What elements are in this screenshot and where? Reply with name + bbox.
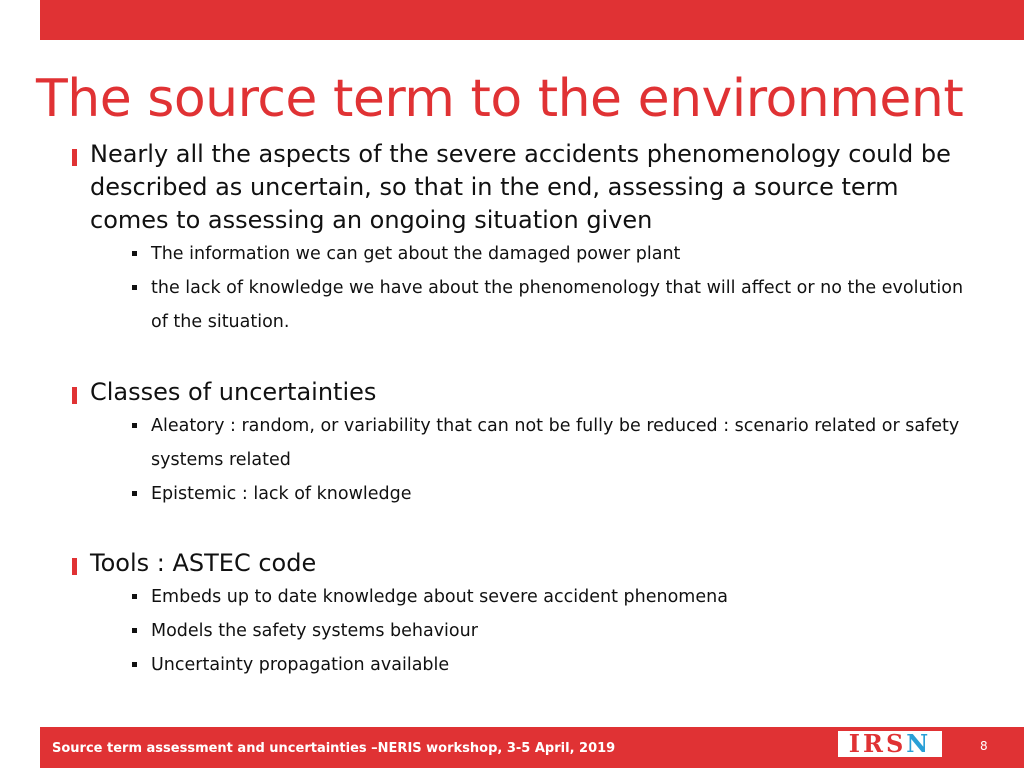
sub-bullet-text: Epistemic : lack of knowledge (151, 484, 412, 504)
sub-bullet-text: The information we can get about the damaged power plant (151, 244, 681, 264)
main-bullet-text: Tools : ASTEC code (90, 549, 317, 577)
sub-bullet-text: Embeds up to date knowledge about severe accident phenomena (151, 587, 728, 607)
square-bullet-icon (132, 285, 137, 290)
logo-accent-letter: N (906, 729, 932, 758)
logo-wordmark (848, 729, 932, 758)
section-severe-accidents (70, 138, 970, 339)
logo-main-letters: IRS (848, 729, 907, 758)
slide-title: The source term to the environment (36, 69, 964, 129)
sub-bullet-list (70, 409, 970, 511)
sub-bullet (151, 409, 970, 477)
top-banner (40, 0, 1024, 40)
sub-bullet (151, 477, 970, 511)
square-bullet-icon (132, 662, 137, 667)
sub-bullet-text: Models the safety systems behaviour (151, 621, 478, 641)
square-bullet-icon (132, 594, 137, 599)
sub-bullet-list (70, 237, 970, 339)
sub-bullet-text: the lack of knowledge we have about the phenomenology that will affect or no the evolution of the situation. (151, 278, 964, 332)
sub-bullet (151, 237, 970, 271)
main-bullet (70, 547, 970, 580)
footer-bar (40, 727, 1024, 768)
section-classes-of-uncertainties (70, 376, 970, 511)
sub-bullet-list (70, 580, 970, 682)
sub-bullet (151, 271, 970, 339)
main-bullet-text: Nearly all the aspects of the severe accidents phenomenology could be described as uncertain, so that in the end, assessing a source term comes to assessing an ongoing situation given (90, 140, 951, 234)
sub-bullet (151, 614, 970, 648)
sub-bullet-text: Uncertainty propagation available (151, 655, 450, 675)
red-bullet-marker (72, 558, 77, 575)
sub-bullet (151, 648, 970, 682)
page-number: 8 (980, 739, 988, 753)
irsn-logo (838, 731, 942, 757)
sub-bullet (151, 580, 970, 614)
red-bullet-marker (72, 149, 77, 166)
sub-bullet-text: Aleatory : random, or variability that can not be fully be reduced : scenario related or safety systems related (151, 416, 960, 470)
square-bullet-icon (132, 251, 137, 256)
section-tools-astec (70, 547, 970, 682)
footer-caption: Source term assessment and uncertainties –NERIS workshop, 3-5 April, 2019 (52, 741, 616, 756)
square-bullet-icon (132, 491, 137, 496)
main-bullet-text: Classes of uncertainties (90, 378, 377, 406)
red-bullet-marker (72, 387, 77, 404)
square-bullet-icon (132, 423, 137, 428)
square-bullet-icon (132, 628, 137, 633)
main-bullet (70, 376, 970, 409)
main-bullet (70, 138, 970, 237)
